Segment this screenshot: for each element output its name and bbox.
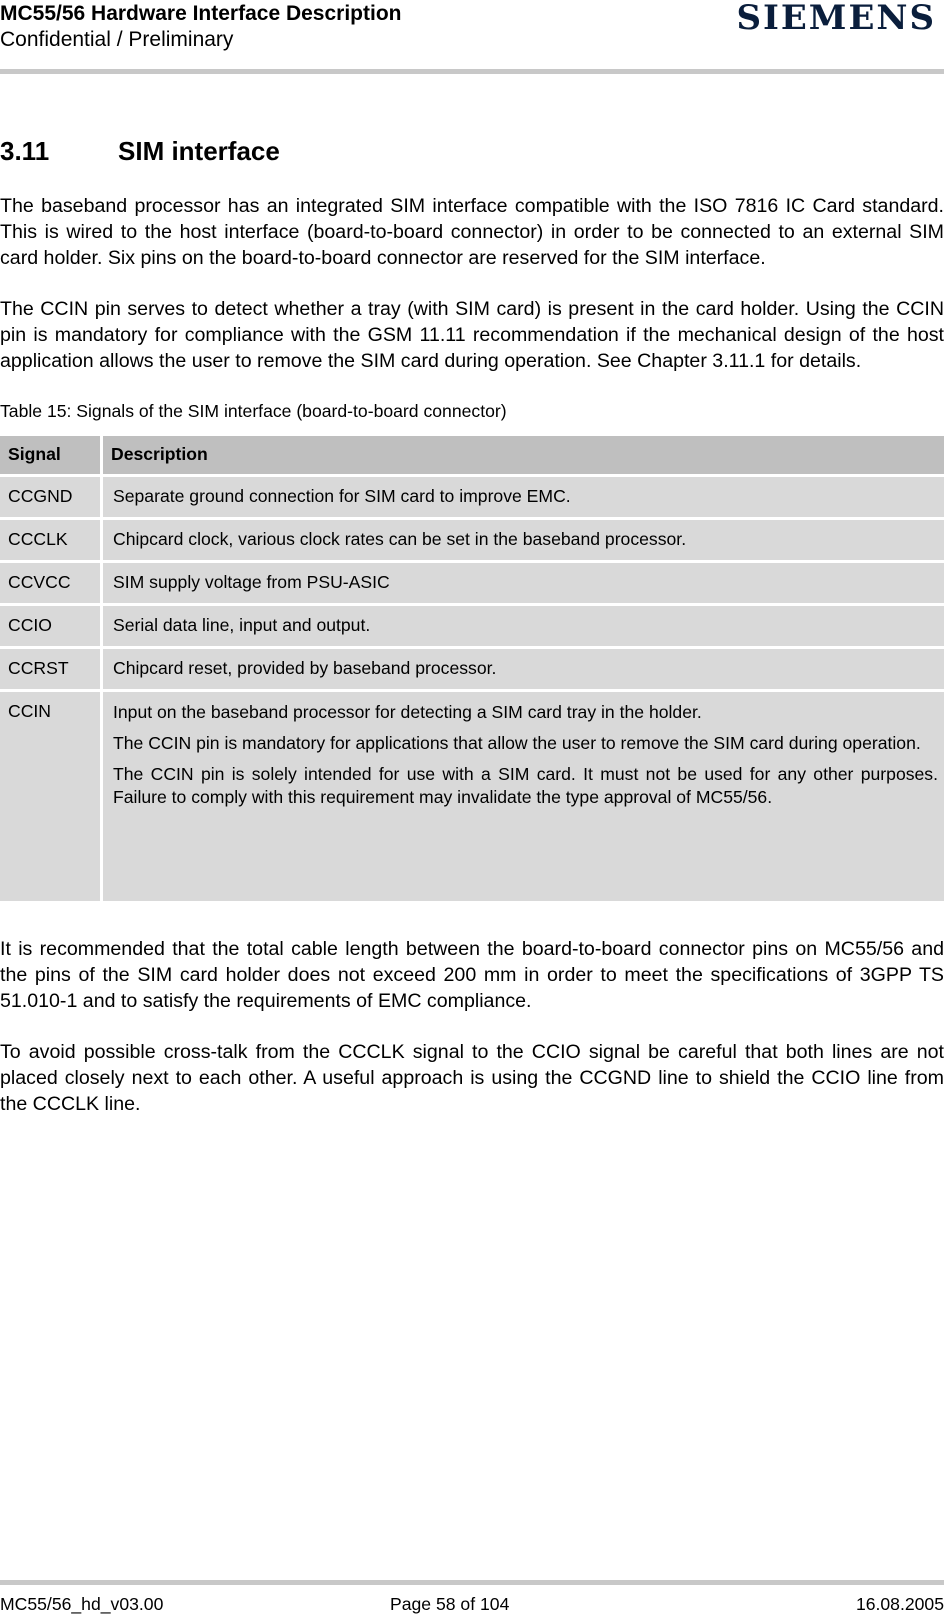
- footer-divider: [0, 1580, 944, 1585]
- closing-paragraph-2: To avoid possible cross-talk from the CCCLK signal to the CCIO signal be careful that both lines are not placed closely next to each other. A useful approach is using the CCGND line to shield the CCIO line from the CCCLK line.: [0, 1041, 944, 1115]
- section-title: SIM interface: [118, 136, 280, 166]
- table-row: [0, 691, 944, 903]
- table-row: [0, 605, 944, 648]
- table-row: [0, 648, 944, 691]
- description-cell: Chipcard reset, provided by baseband processor.: [102, 648, 944, 691]
- document-id: MC55/56_hd_v03.00: [0, 1594, 164, 1614]
- table-row: [0, 476, 944, 519]
- signal-cell: CCIN: [0, 691, 102, 903]
- intro-paragraph-1: The baseband processor has an integrated SIM interface compatible with the ISO 7816 IC Card standard. This is wired to the host interface (board-to-board connector) in order to be connected to an external SIM card holder. Six pins on the board-to-board connector are reserved for the SIM interface.: [0, 195, 944, 269]
- signal-cell: CCGND: [0, 476, 102, 519]
- closing-text: [0, 936, 944, 1117]
- description-cell: [102, 691, 944, 903]
- page-footer: [0, 1594, 944, 1616]
- document-title: MC55/56 Hardware Interface Description: [0, 2, 402, 25]
- description-cell: SIM supply voltage from PSU-ASIC: [102, 562, 944, 605]
- description-cell: Chipcard clock, various clock rates can be set in the baseband processor.: [102, 519, 944, 562]
- description-paragraph: The CCIN pin is solely intended for use with a SIM card. It must not be used for any other purposes. Failure to comply with this requirement may invalidate the type approval of MC55/56.: [113, 764, 938, 807]
- section-heading: [0, 136, 944, 167]
- table-header-row: [0, 436, 944, 476]
- document-subtitle: Confidential / Preliminary: [0, 28, 234, 51]
- document-date: 16.08.2005: [855, 1594, 944, 1614]
- page-number: Page 58 of 104: [390, 1594, 510, 1614]
- signal-cell: CCRST: [0, 648, 102, 691]
- page-content: [0, 136, 944, 1142]
- signal-cell: CCVCC: [0, 562, 102, 605]
- description-paragraph: The CCIN pin is mandatory for applications that allow the user to remove the SIM card during operation.: [113, 733, 921, 753]
- section-number: 3.11: [0, 136, 50, 166]
- siemens-logo: SIEMENS: [736, 0, 936, 38]
- description-cell: Separate ground connection for SIM card to improve EMC.: [102, 476, 944, 519]
- signals-table: [0, 436, 944, 904]
- header-divider: [0, 69, 944, 74]
- intro-paragraph-2: The CCIN pin serves to detect whether a tray (with SIM card) is present in the card holder. Using the CCIN pin is mandatory for compliance with the GSM 11.11 recommendation if the mechanical design of the host application allows the user to remove the SIM card during operation. See Chapter 3.11.1 for details.: [0, 298, 944, 372]
- closing-paragraph-1: It is recommended that the total cable length between the board-to-board connector pins on MC55/56 and the pins of the SIM card holder does not exceed 200 mm in order to meet the specifications of 3GPP TS 51.010-1 and to satisfy the requirements of EMC compliance.: [0, 938, 944, 1012]
- signal-cell: CCCLK: [0, 519, 102, 562]
- signal-cell: CCIO: [0, 605, 102, 648]
- description-paragraph: Input on the baseband processor for detecting a SIM card tray in the holder.: [113, 702, 702, 722]
- column-header-description: Description: [102, 436, 944, 476]
- table-row: [0, 519, 944, 562]
- table-caption: Table 15: Signals of the SIM interface (board-to-board connector): [0, 401, 507, 421]
- page-header: [0, 0, 944, 72]
- column-header-signal: Signal: [0, 436, 102, 476]
- description-cell: Serial data line, input and output.: [102, 605, 944, 648]
- table-row: [0, 562, 944, 605]
